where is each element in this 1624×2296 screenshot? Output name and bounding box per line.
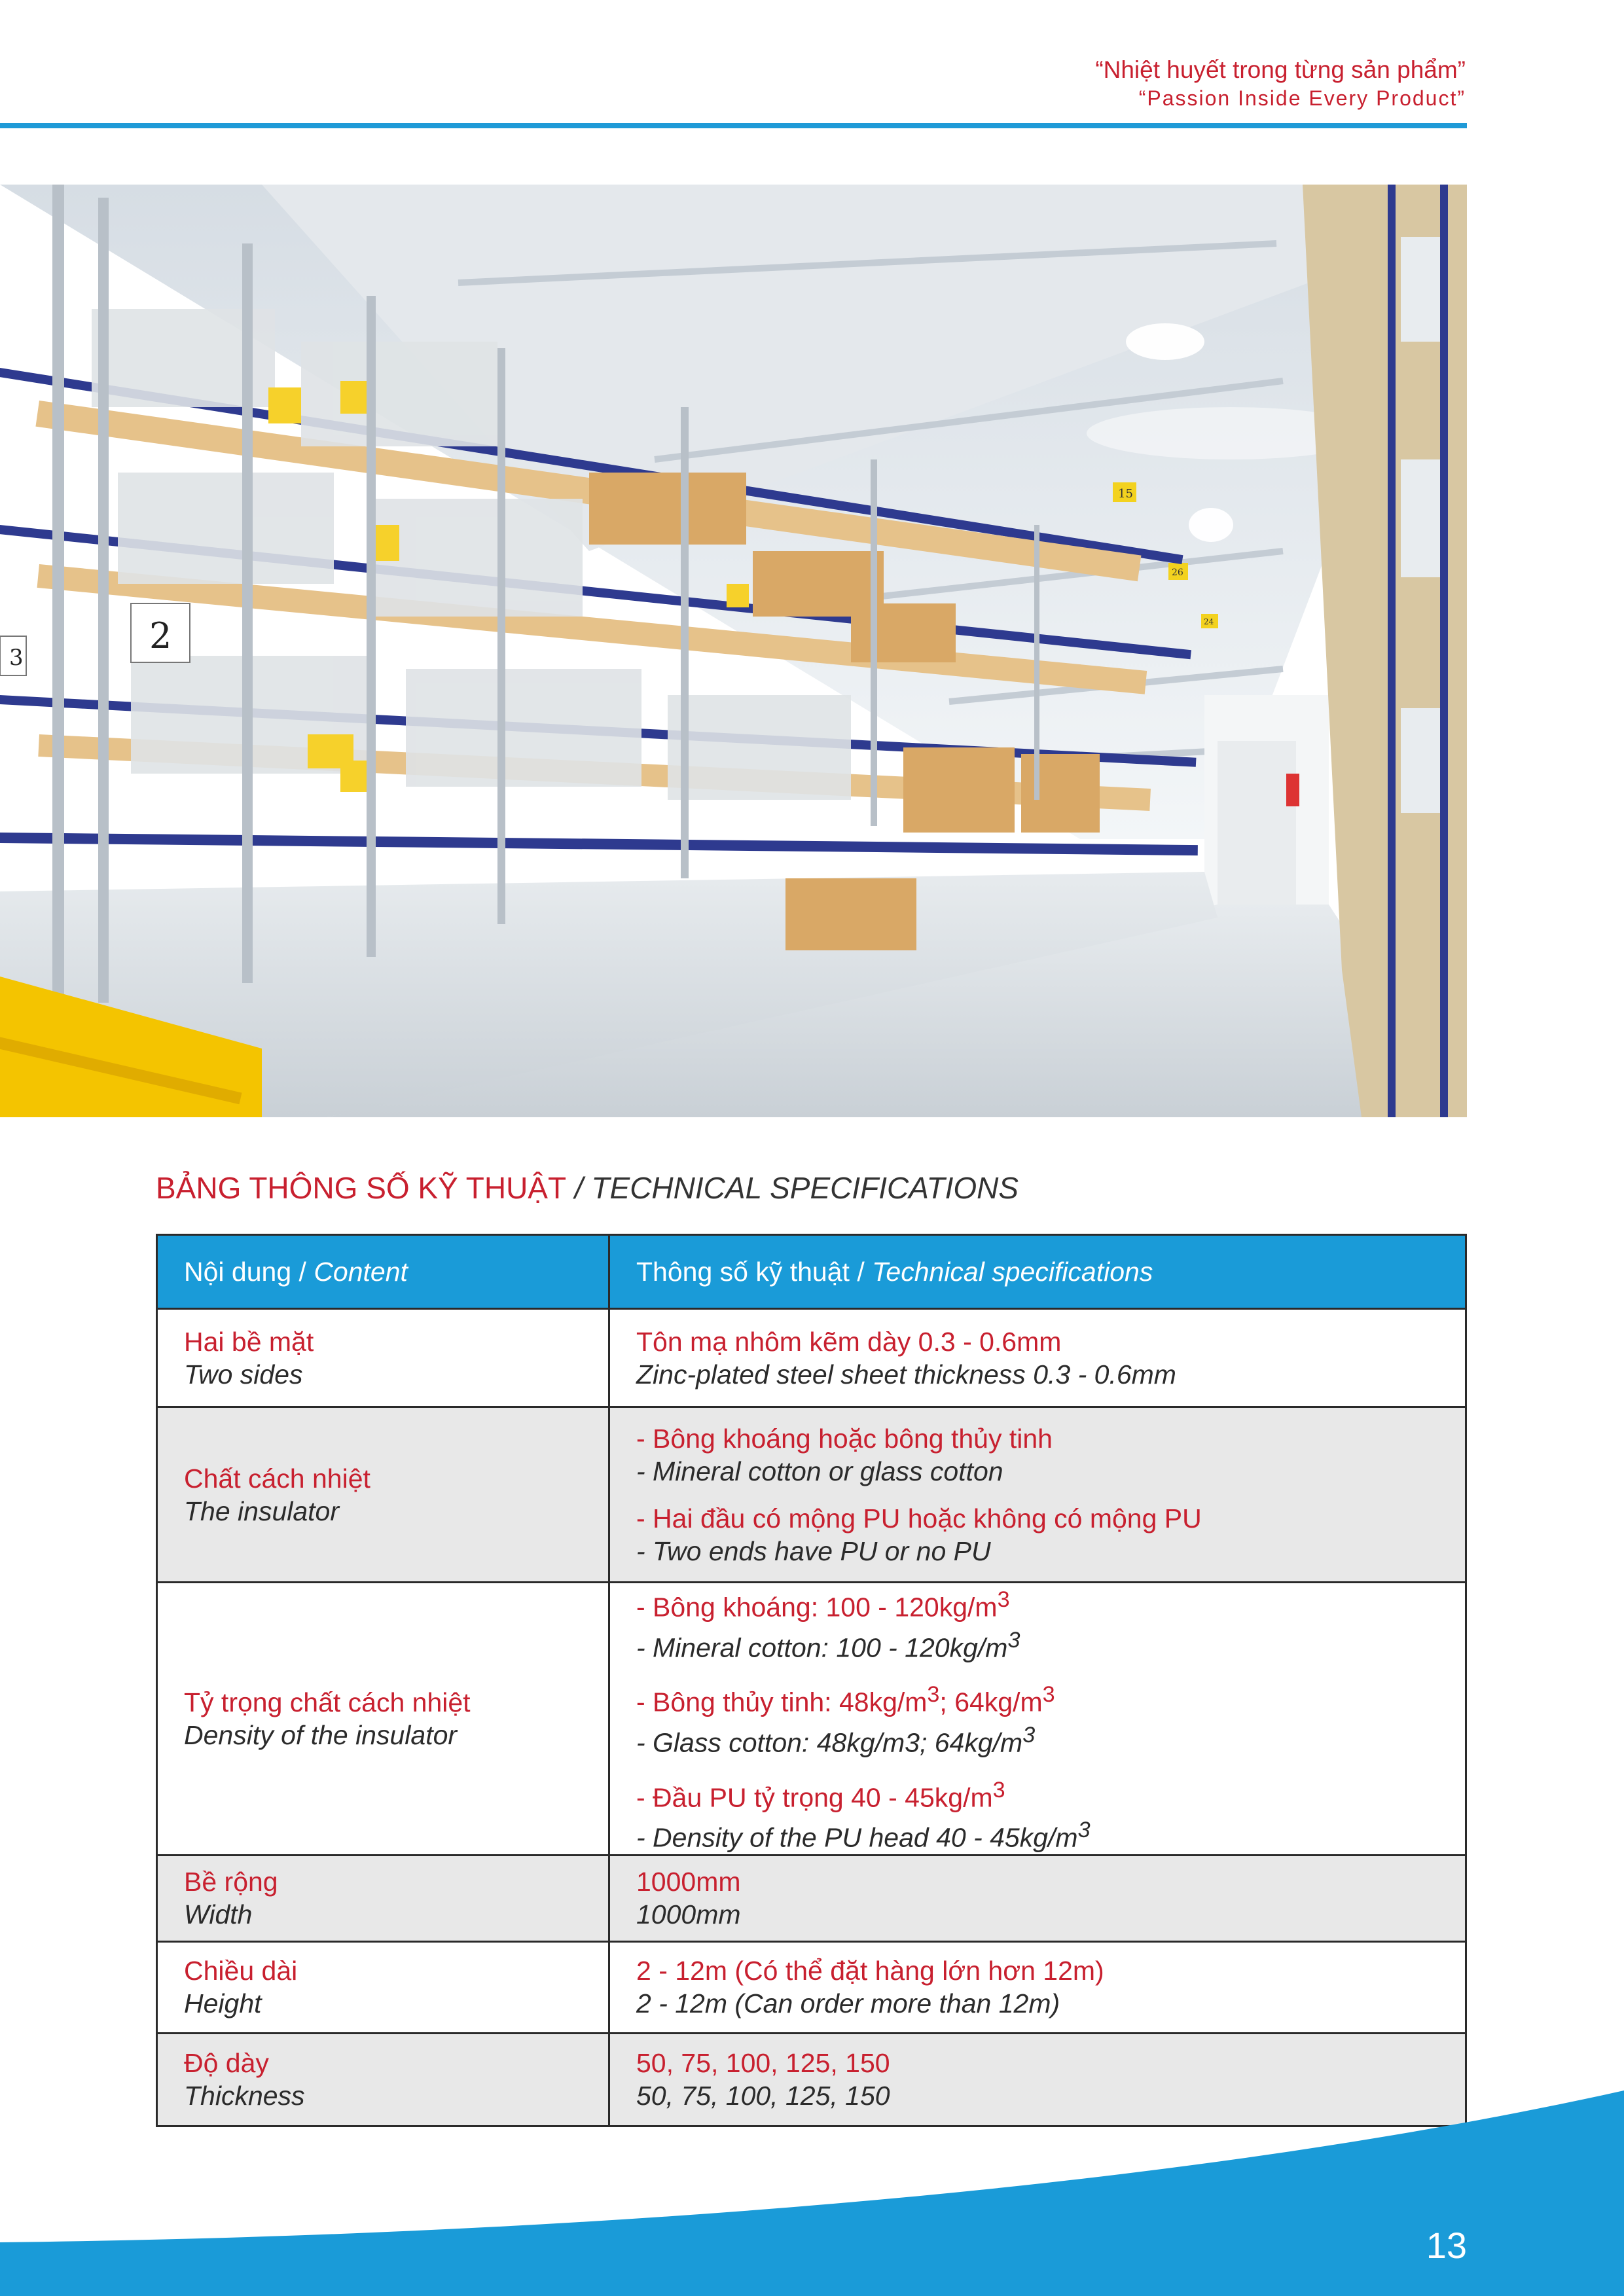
row-label-cell bbox=[157, 1583, 609, 1856]
superscript: 3 bbox=[992, 1777, 1005, 1803]
value-vi-text: - Bông thủy tinh: 48kg/m bbox=[636, 1687, 928, 1717]
aisle-number-3: 3 bbox=[9, 645, 24, 671]
value-vi: 50, 75, 100, 125, 150 bbox=[636, 2048, 890, 2079]
tagline-english: “Passion Inside Every Product” bbox=[1138, 86, 1466, 110]
row-label-en: The insulator bbox=[184, 1496, 340, 1526]
value-en: - Mineral cotton or glass cotton bbox=[636, 1456, 1003, 1486]
value-vi: - Bông khoáng hoặc bông thủy tinh bbox=[636, 1423, 1053, 1454]
table-row bbox=[157, 1407, 1466, 1583]
value-vi-text: - Đầu PU tỷ trọng 40 - 45kg/m bbox=[636, 1782, 993, 1813]
row-label-vi: Chiều dài bbox=[184, 1956, 298, 1986]
value-vi bbox=[636, 1774, 1439, 1814]
specifications-table bbox=[156, 1234, 1467, 2127]
ceiling-sign-26: 26 bbox=[1172, 567, 1183, 578]
value-en bbox=[636, 1624, 1439, 1664]
row-label-vi: Bề rộng bbox=[184, 1867, 278, 1897]
superscript: 3 bbox=[1042, 1682, 1055, 1708]
value-en-text: - Glass cotton: 48kg/m3; 64kg/m bbox=[636, 1727, 1023, 1758]
value-en bbox=[636, 1814, 1439, 1854]
column-header-content-en: Content bbox=[314, 1257, 408, 1287]
row-label-en: Height bbox=[184, 1988, 262, 2019]
superscript: 3 bbox=[997, 1587, 1010, 1612]
value-en-text: - Mineral cotton: 100 - 120kg/m bbox=[636, 1632, 1008, 1663]
footer-wave-shape bbox=[0, 2080, 1624, 2296]
section-title-separator: / bbox=[566, 1171, 592, 1205]
row-value-cell bbox=[609, 1855, 1466, 1941]
value-vi: 2 - 12m (Có thể đặt hàng lớn hơn 12m) bbox=[636, 1956, 1104, 1986]
value-block bbox=[636, 1502, 1439, 1568]
row-label-vi: Độ dày bbox=[184, 2048, 269, 2079]
value-en bbox=[636, 1719, 1439, 1759]
row-value-cell bbox=[609, 1583, 1466, 1856]
value-block bbox=[636, 1422, 1439, 1488]
aisle-number-2: 2 bbox=[149, 615, 172, 656]
value-vi: - Hai đầu có mộng PU hoặc không có mộng PU bbox=[636, 1503, 1202, 1534]
ceiling-sign-24: 24 bbox=[1204, 617, 1214, 626]
tagline-vietnamese: “Nhiệt huyết trong từng sản phẩm” bbox=[1095, 56, 1466, 83]
row-label-cell bbox=[157, 1941, 609, 2033]
value-en-text: - Density of the PU head 40 - 45kg/m bbox=[636, 1822, 1078, 1853]
column-header-content-vi: Nội dung bbox=[184, 1257, 292, 1287]
row-label-en: Density of the insulator bbox=[184, 1719, 458, 1750]
superscript: 3 bbox=[1007, 1627, 1020, 1653]
header-divider bbox=[0, 123, 1467, 128]
section-title-english: TECHNICAL SPECIFICATIONS bbox=[591, 1171, 1019, 1205]
superscript: 3 bbox=[1022, 1722, 1036, 1748]
column-header-content bbox=[157, 1235, 609, 1309]
column-header-content-sep: / bbox=[291, 1257, 314, 1287]
value-en: 2 - 12m (Can order more than 12m) bbox=[636, 1988, 1060, 2019]
section-title bbox=[156, 1170, 1019, 1206]
value-vi-text: - Bông khoáng: 100 - 120kg/m bbox=[636, 1592, 998, 1623]
warehouse-illustration bbox=[0, 185, 1467, 1117]
value-block bbox=[636, 1678, 1439, 1759]
row-label-cell bbox=[157, 1309, 609, 1407]
row-label-cell bbox=[157, 1855, 609, 1941]
row-label-en: Thickness bbox=[184, 2081, 305, 2111]
page-number: 13 bbox=[1426, 2225, 1467, 2266]
ceiling-sign-15: 15 bbox=[1118, 487, 1133, 501]
row-label-vi: Tỷ trọng chất cách nhiệt bbox=[184, 1687, 471, 1717]
row-label-vi: Chất cách nhiệt bbox=[184, 1463, 370, 1494]
value-en: 1000mm bbox=[636, 1899, 741, 1930]
superscript: 3 bbox=[927, 1682, 940, 1708]
footer-wave bbox=[0, 2080, 1624, 2296]
row-value-cell bbox=[609, 1309, 1466, 1407]
value-vi: Tôn mạ nhôm kẽm dày 0.3 - 0.6mm bbox=[636, 1326, 1062, 1357]
row-label-en: Two sides bbox=[184, 1359, 303, 1390]
value-en: - Two ends have PU or no PU bbox=[636, 1535, 991, 1566]
value-vi bbox=[636, 1678, 1439, 1719]
column-header-spec-sep: / bbox=[849, 1257, 873, 1287]
table-row bbox=[157, 1309, 1466, 1407]
row-value-cell bbox=[609, 1407, 1466, 1583]
column-header-specifications bbox=[609, 1235, 1466, 1309]
row-label-en: Width bbox=[184, 1899, 253, 1930]
value-vi: 1000mm bbox=[636, 1867, 741, 1897]
value-vi bbox=[636, 1583, 1439, 1624]
column-header-spec-vi: Thông số kỹ thuật bbox=[636, 1257, 850, 1287]
table-row bbox=[157, 1855, 1466, 1941]
value-block bbox=[636, 1583, 1439, 1664]
row-label-cell bbox=[157, 1407, 609, 1583]
row-value-cell bbox=[609, 1941, 1466, 2033]
table-row bbox=[157, 1583, 1466, 1856]
value-en: Zinc-plated steel sheet thickness 0.3 - 0.6mm bbox=[636, 1359, 1176, 1390]
section-title-vietnamese: BẢNG THÔNG SỐ KỸ THUẬT bbox=[156, 1171, 567, 1205]
table-row bbox=[157, 1941, 1466, 2033]
row-label-vi: Hai bề mặt bbox=[184, 1326, 314, 1357]
header-tagline bbox=[1095, 55, 1466, 111]
value-en: 50, 75, 100, 125, 150 bbox=[636, 2081, 890, 2111]
value-vi-text: ; 64kg/m bbox=[939, 1687, 1043, 1717]
column-header-spec-en: Technical specifications bbox=[872, 1257, 1153, 1287]
value-block bbox=[636, 1774, 1439, 1854]
superscript: 3 bbox=[1077, 1818, 1091, 1843]
warehouse-photo bbox=[0, 185, 1467, 1117]
table-header-row bbox=[157, 1235, 1466, 1309]
